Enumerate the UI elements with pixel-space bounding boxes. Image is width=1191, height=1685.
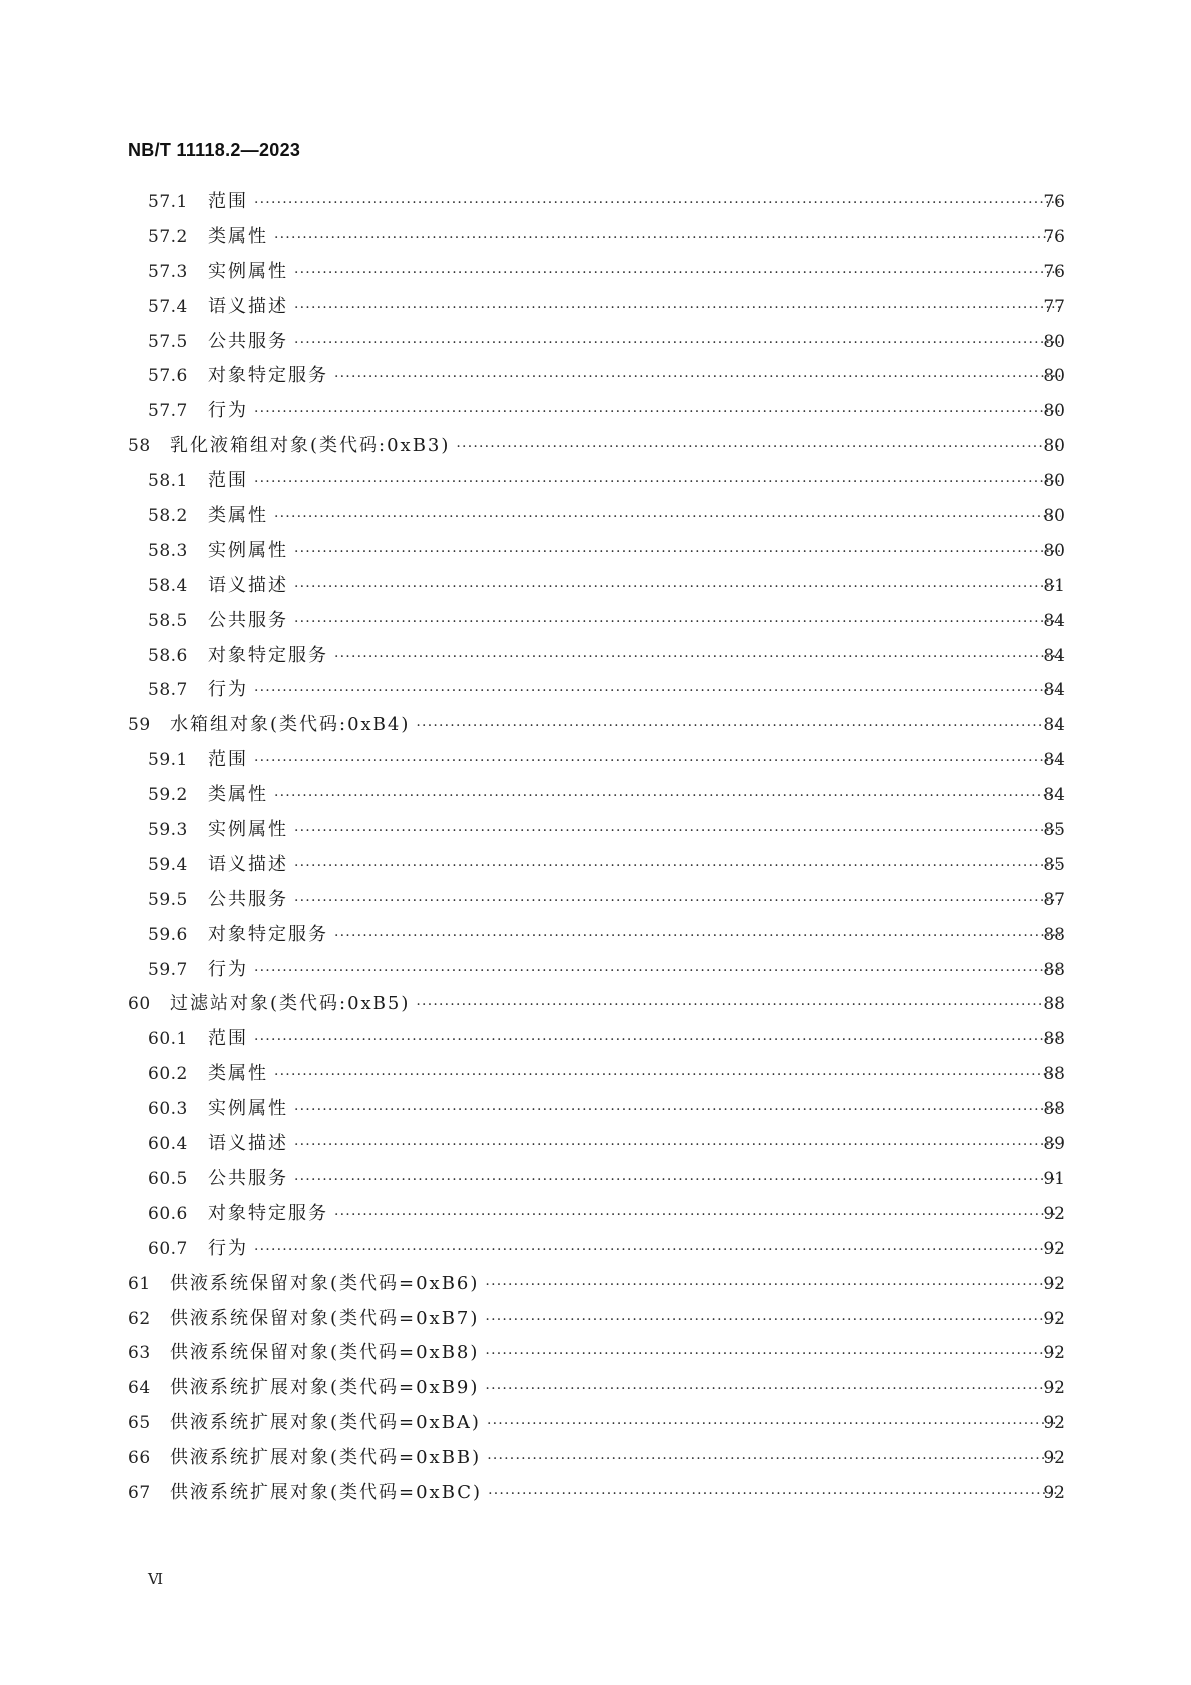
toc-entry-title: 语义描述 bbox=[208, 853, 288, 875]
toc-entry-line bbox=[170, 1377, 1061, 1400]
toc-entry-title: 供液系统扩展对象(类代码=0xBA) bbox=[170, 1412, 481, 1434]
toc-section-entry[interactable] bbox=[0, 331, 1191, 366]
toc-entry-page: 80 bbox=[1043, 366, 1065, 387]
toc-entry-title: 对象特定服务 bbox=[208, 923, 328, 945]
toc-entry-line bbox=[208, 400, 1061, 423]
toc-entry-line bbox=[170, 1308, 1061, 1331]
toc-entry-line bbox=[208, 819, 1061, 842]
toc-dot-leader bbox=[334, 925, 1061, 947]
toc-dot-leader bbox=[254, 750, 1061, 772]
toc-entry-number: 58.3 bbox=[148, 540, 188, 561]
toc-dot-leader bbox=[274, 1064, 1061, 1086]
toc-section-entry[interactable] bbox=[0, 610, 1191, 645]
toc-entry-line bbox=[208, 749, 1061, 772]
table-of-contents bbox=[0, 191, 1191, 1517]
toc-entry-line bbox=[208, 924, 1061, 947]
toc-entry-page: 92 bbox=[1043, 1448, 1065, 1469]
toc-entry-title: 供液系统保留对象(类代码=0xB6) bbox=[170, 1272, 480, 1294]
toc-entry-number: 57.2 bbox=[148, 226, 188, 247]
toc-entry-page: 80 bbox=[1043, 540, 1065, 561]
toc-dot-leader bbox=[487, 1448, 1061, 1470]
toc-section-entry[interactable] bbox=[0, 819, 1191, 854]
toc-entry-line bbox=[208, 1238, 1061, 1261]
standard-code-header: NB/T 11118.2—2023 bbox=[128, 140, 301, 160]
toc-entry-page: 88 bbox=[1043, 924, 1065, 945]
toc-entry-title: 语义描述 bbox=[208, 574, 288, 596]
toc-dot-leader bbox=[254, 192, 1061, 214]
toc-dot-leader bbox=[294, 262, 1061, 284]
toc-entry-line bbox=[208, 1133, 1061, 1156]
toc-entry-line bbox=[208, 1098, 1061, 1121]
toc-entry-title: 乳化液箱组对象(类代码:0xB3) bbox=[170, 435, 451, 457]
toc-entry-number: 59.4 bbox=[148, 854, 188, 875]
toc-entry-title: 语义描述 bbox=[208, 295, 288, 317]
toc-dot-leader bbox=[334, 1204, 1061, 1226]
toc-entry-page: 76 bbox=[1043, 226, 1065, 247]
toc-entry-title: 公共服务 bbox=[208, 888, 288, 910]
toc-entry-number: 58.6 bbox=[148, 645, 188, 666]
toc-entry-page: 76 bbox=[1043, 192, 1065, 212]
toc-entry-page: 88 bbox=[1043, 959, 1065, 980]
toc-entry-title: 实例属性 bbox=[208, 819, 288, 841]
toc-dot-leader bbox=[294, 1134, 1061, 1156]
toc-entry-line bbox=[208, 1203, 1061, 1226]
toc-entry-line bbox=[208, 854, 1061, 877]
toc-entry-number: 60.5 bbox=[148, 1168, 188, 1189]
toc-entry-number: 62 bbox=[128, 1308, 151, 1329]
toc-entry-number: 57.5 bbox=[148, 331, 188, 352]
toc-entry-page: 77 bbox=[1043, 296, 1065, 317]
toc-entry-number: 63 bbox=[128, 1343, 151, 1364]
toc-entry-title: 供液系统扩展对象(类代码=0xBB) bbox=[170, 1447, 482, 1469]
toc-entry-number: 64 bbox=[128, 1378, 151, 1399]
toc-entry-line bbox=[208, 261, 1061, 284]
toc-entry-page: 85 bbox=[1043, 820, 1065, 841]
toc-section-entry[interactable] bbox=[0, 1203, 1191, 1238]
toc-entry-line bbox=[208, 959, 1061, 982]
toc-entry-title: 对象特定服务 bbox=[208, 365, 328, 387]
toc-entry-number: 61 bbox=[128, 1273, 151, 1294]
toc-entry-number: 60.6 bbox=[148, 1203, 188, 1224]
toc-entry-line bbox=[208, 331, 1061, 354]
toc-entry-number: 57.1 bbox=[148, 192, 188, 212]
toc-section-entry[interactable] bbox=[0, 1238, 1191, 1273]
toc-dot-leader bbox=[254, 401, 1061, 423]
toc-section-entry[interactable] bbox=[0, 365, 1191, 400]
toc-entry-line bbox=[208, 191, 1061, 214]
toc-entry-number: 59.3 bbox=[148, 820, 188, 841]
toc-entry-number: 57.6 bbox=[148, 366, 188, 387]
toc-entry-line bbox=[170, 714, 1061, 737]
toc-dot-leader bbox=[485, 1274, 1061, 1296]
toc-chapter-entry[interactable] bbox=[0, 435, 1191, 470]
toc-chapter-entry[interactable] bbox=[0, 1273, 1191, 1308]
toc-entry-number: 58.4 bbox=[148, 575, 188, 596]
toc-section-entry[interactable] bbox=[0, 854, 1191, 889]
toc-dot-leader bbox=[294, 820, 1061, 842]
page-number: Ⅵ bbox=[148, 1570, 164, 1588]
toc-entry-title: 对象特定服务 bbox=[208, 644, 328, 666]
toc-entry-number: 58.7 bbox=[148, 680, 188, 701]
toc-entry-line bbox=[170, 435, 1061, 458]
toc-entry-page: 92 bbox=[1043, 1378, 1065, 1399]
toc-entry-page: 80 bbox=[1043, 401, 1065, 422]
toc-entry-line bbox=[208, 1028, 1061, 1051]
toc-entry-number: 57.4 bbox=[148, 296, 188, 317]
toc-entry-page: 92 bbox=[1043, 1203, 1065, 1224]
toc-entry-page: 92 bbox=[1043, 1413, 1065, 1434]
toc-entry-number: 60.4 bbox=[148, 1134, 188, 1155]
toc-entry-number: 60 bbox=[128, 994, 151, 1015]
toc-entry-line bbox=[170, 1273, 1061, 1296]
toc-entry-title: 实例属性 bbox=[208, 539, 288, 561]
toc-entry-page: 92 bbox=[1043, 1238, 1065, 1259]
toc-entry-page: 84 bbox=[1043, 785, 1065, 806]
toc-entry-number: 60.3 bbox=[148, 1099, 188, 1120]
toc-dot-leader bbox=[294, 890, 1061, 912]
toc-entry-number: 60.7 bbox=[148, 1238, 188, 1259]
toc-entry-number: 60.2 bbox=[148, 1064, 188, 1085]
toc-entry-line bbox=[208, 610, 1061, 633]
toc-entry-page: 80 bbox=[1043, 436, 1065, 457]
toc-entry-number: 58.1 bbox=[148, 471, 188, 492]
toc-entry-title: 公共服务 bbox=[208, 330, 288, 352]
toc-section-entry[interactable] bbox=[0, 889, 1191, 924]
toc-entry-page: 92 bbox=[1043, 1308, 1065, 1329]
toc-section-entry[interactable] bbox=[0, 575, 1191, 610]
toc-entry-page: 85 bbox=[1043, 854, 1065, 875]
toc-entry-page: 84 bbox=[1043, 680, 1065, 701]
toc-entry-title: 对象特定服务 bbox=[208, 1202, 328, 1224]
toc-entry-page: 76 bbox=[1043, 261, 1065, 282]
toc-section-entry[interactable] bbox=[0, 749, 1191, 784]
toc-entry-title: 行为 bbox=[208, 1237, 248, 1259]
toc-entry-page: 84 bbox=[1043, 610, 1065, 631]
toc-entry-line bbox=[208, 296, 1061, 319]
toc-entry-number: 59.7 bbox=[148, 959, 188, 980]
toc-entry-page: 88 bbox=[1043, 1064, 1065, 1085]
toc-entry-title: 类属性 bbox=[208, 225, 268, 247]
toc-entry-title: 实例属性 bbox=[208, 260, 288, 282]
toc-section-entry[interactable] bbox=[0, 191, 1191, 226]
toc-dot-leader bbox=[294, 332, 1061, 354]
toc-dot-leader bbox=[274, 506, 1061, 528]
toc-section-entry[interactable] bbox=[0, 540, 1191, 575]
toc-section-entry[interactable] bbox=[0, 784, 1191, 819]
toc-entry-line bbox=[208, 889, 1061, 912]
toc-dot-leader bbox=[416, 994, 1061, 1016]
toc-section-entry[interactable] bbox=[0, 505, 1191, 540]
toc-dot-leader bbox=[485, 1343, 1061, 1365]
toc-chapter-entry[interactable] bbox=[0, 714, 1191, 749]
toc-entry-page: 80 bbox=[1043, 331, 1065, 352]
toc-dot-leader bbox=[254, 1029, 1061, 1051]
toc-entry-title: 实例属性 bbox=[208, 1098, 288, 1120]
toc-dot-leader bbox=[254, 960, 1061, 982]
toc-entry-page: 84 bbox=[1043, 715, 1065, 736]
toc-dot-leader bbox=[485, 1309, 1061, 1331]
toc-section-entry[interactable] bbox=[0, 1063, 1191, 1098]
toc-dot-leader bbox=[274, 227, 1061, 249]
toc-entry-title: 公共服务 bbox=[208, 609, 288, 631]
toc-chapter-entry[interactable] bbox=[0, 993, 1191, 1028]
toc-chapter-entry[interactable] bbox=[0, 1308, 1191, 1343]
toc-entry-number: 58 bbox=[128, 436, 151, 457]
toc-entry-title: 供液系统扩展对象(类代码=0xBC) bbox=[170, 1481, 483, 1503]
toc-dot-leader bbox=[456, 436, 1061, 458]
toc-entry-line bbox=[208, 1063, 1061, 1086]
toc-entry-line bbox=[208, 226, 1061, 249]
toc-section-entry[interactable] bbox=[0, 1028, 1191, 1063]
toc-entry-title: 范围 bbox=[208, 1028, 248, 1050]
toc-section-entry[interactable] bbox=[0, 400, 1191, 435]
toc-entry-page: 89 bbox=[1043, 1134, 1065, 1155]
toc-entry-number: 59.2 bbox=[148, 785, 188, 806]
toc-dot-leader bbox=[254, 471, 1061, 493]
toc-entry-page: 84 bbox=[1043, 750, 1065, 771]
toc-section-entry[interactable] bbox=[0, 959, 1191, 994]
toc-dot-leader bbox=[294, 1099, 1061, 1121]
toc-dot-leader bbox=[294, 1169, 1061, 1191]
toc-entry-number: 59.5 bbox=[148, 889, 188, 910]
toc-chapter-entry[interactable] bbox=[0, 1342, 1191, 1377]
toc-entry-title: 供液系统保留对象(类代码=0xB8) bbox=[170, 1342, 480, 1364]
toc-entry-page: 92 bbox=[1043, 1343, 1065, 1364]
toc-entry-title: 供液系统扩展对象(类代码=0xB9) bbox=[170, 1377, 480, 1399]
toc-entry-line bbox=[208, 784, 1061, 807]
toc-entry-line bbox=[170, 1482, 1061, 1505]
toc-entry-number: 67 bbox=[128, 1482, 151, 1503]
toc-entry-title: 范围 bbox=[208, 749, 248, 771]
toc-dot-leader bbox=[254, 1239, 1061, 1261]
toc-entry-title: 行为 bbox=[208, 679, 248, 701]
toc-section-entry[interactable] bbox=[0, 470, 1191, 505]
toc-entry-number: 58.5 bbox=[148, 610, 188, 631]
toc-dot-leader bbox=[334, 366, 1061, 388]
toc-entry-title: 公共服务 bbox=[208, 1167, 288, 1189]
toc-entry-line bbox=[208, 470, 1061, 493]
toc-entry-title: 行为 bbox=[208, 958, 248, 980]
toc-dot-leader bbox=[334, 646, 1061, 668]
toc-section-entry[interactable] bbox=[0, 1133, 1191, 1168]
toc-chapter-entry[interactable] bbox=[0, 1377, 1191, 1412]
toc-dot-leader bbox=[254, 680, 1061, 702]
toc-chapter-entry[interactable] bbox=[0, 1482, 1191, 1517]
toc-entry-number: 65 bbox=[128, 1413, 151, 1434]
toc-entry-title: 过滤站对象(类代码:0xB5) bbox=[170, 993, 411, 1015]
toc-dot-leader bbox=[294, 541, 1061, 563]
toc-entry-number: 60.1 bbox=[148, 1029, 188, 1050]
toc-entry-line bbox=[208, 540, 1061, 563]
toc-dot-leader bbox=[274, 785, 1061, 807]
toc-entry-title: 水箱组对象(类代码:0xB4) bbox=[170, 714, 411, 736]
toc-entry-line bbox=[170, 1447, 1061, 1470]
toc-entry-title: 类属性 bbox=[208, 784, 268, 806]
toc-section-entry[interactable] bbox=[0, 1168, 1191, 1203]
toc-entry-title: 行为 bbox=[208, 400, 248, 422]
toc-entry-page: 88 bbox=[1043, 1029, 1065, 1050]
toc-entry-page: 87 bbox=[1043, 889, 1065, 910]
toc-section-entry[interactable] bbox=[0, 296, 1191, 331]
toc-entry-number: 58.2 bbox=[148, 506, 188, 527]
toc-chapter-entry[interactable] bbox=[0, 1447, 1191, 1482]
toc-section-entry[interactable] bbox=[0, 645, 1191, 680]
toc-entry-line bbox=[208, 575, 1061, 598]
toc-entry-page: 92 bbox=[1043, 1482, 1065, 1503]
toc-dot-leader bbox=[487, 1413, 1061, 1435]
toc-section-entry[interactable] bbox=[0, 226, 1191, 261]
toc-dot-leader bbox=[294, 611, 1061, 633]
toc-entry-number: 57.7 bbox=[148, 401, 188, 422]
toc-entry-page: 91 bbox=[1043, 1168, 1065, 1189]
toc-entry-page: 88 bbox=[1043, 994, 1065, 1015]
toc-entry-page: 80 bbox=[1043, 506, 1065, 527]
toc-entry-number: 59.6 bbox=[148, 924, 188, 945]
toc-entry-page: 92 bbox=[1043, 1273, 1065, 1294]
toc-entry-title: 供液系统保留对象(类代码=0xB7) bbox=[170, 1307, 480, 1329]
toc-entry-line bbox=[170, 1342, 1061, 1365]
toc-entry-page: 81 bbox=[1043, 575, 1065, 596]
toc-section-entry[interactable] bbox=[0, 924, 1191, 959]
toc-dot-leader bbox=[416, 715, 1061, 737]
toc-entry-page: 84 bbox=[1043, 645, 1065, 666]
toc-entry-line bbox=[208, 679, 1061, 702]
toc-dot-leader bbox=[488, 1483, 1061, 1505]
toc-entry-title: 范围 bbox=[208, 191, 248, 212]
toc-entry-line bbox=[208, 505, 1061, 528]
toc-entry-title: 语义描述 bbox=[208, 1133, 288, 1155]
toc-dot-leader bbox=[294, 297, 1061, 319]
toc-chapter-entry[interactable] bbox=[0, 1412, 1191, 1447]
toc-dot-leader bbox=[485, 1378, 1061, 1400]
toc-entry-page: 88 bbox=[1043, 1099, 1065, 1120]
toc-section-entry[interactable] bbox=[0, 679, 1191, 714]
toc-dot-leader bbox=[294, 855, 1061, 877]
toc-section-entry[interactable] bbox=[0, 261, 1191, 296]
toc-section-entry[interactable] bbox=[0, 1098, 1191, 1133]
toc-entry-number: 59.1 bbox=[148, 750, 188, 771]
toc-entry-title: 范围 bbox=[208, 470, 248, 492]
toc-entry-line bbox=[208, 365, 1061, 388]
toc-entry-line bbox=[208, 645, 1061, 668]
toc-entry-line bbox=[170, 993, 1061, 1016]
toc-entry-title: 类属性 bbox=[208, 1063, 268, 1085]
toc-entry-title: 类属性 bbox=[208, 505, 268, 527]
toc-entry-line bbox=[208, 1168, 1061, 1191]
toc-entry-number: 66 bbox=[128, 1448, 151, 1469]
toc-entry-number: 57.3 bbox=[148, 261, 188, 282]
toc-entry-line bbox=[170, 1412, 1061, 1435]
toc-entry-page: 80 bbox=[1043, 471, 1065, 492]
toc-dot-leader bbox=[294, 576, 1061, 598]
toc-entry-number: 59 bbox=[128, 715, 151, 736]
